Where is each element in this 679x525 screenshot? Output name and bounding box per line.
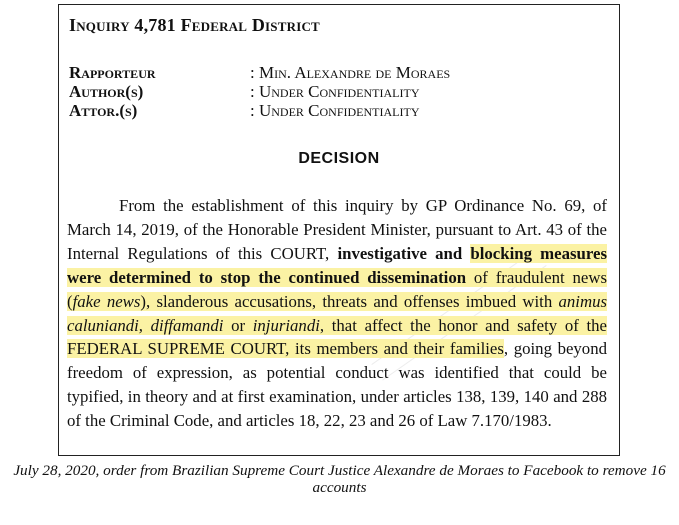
inquiry-title: Inquiry 4,781 Federal District bbox=[69, 15, 320, 35]
highlighted-text: ), slanderous accusations, threats and offenses imbued with bbox=[140, 291, 559, 311]
highlighted-text: , that affect the honor and safety of the FEDERAL SUPREME COURT, its members and their families bbox=[67, 315, 607, 359]
meta-row-rapporteur bbox=[69, 63, 450, 83]
image-caption: July 28, 2020, order from Brazilian Supreme Court Justice Alexandre de Moraes to Facebook to remove 16 accounts bbox=[13, 462, 666, 496]
highlighted-bold-text: blocking measures were determined to stop the continued dissemination bbox=[67, 243, 607, 287]
meta-key: Author(s) bbox=[69, 82, 144, 101]
highlighted-italic-text: injuriandi bbox=[252, 315, 320, 335]
meta-key: Attor.(s) bbox=[69, 101, 138, 120]
meta-key: Rapporteur bbox=[69, 63, 156, 82]
decision-body bbox=[67, 194, 607, 433]
meta-value: : Under Confidentiality bbox=[250, 82, 420, 101]
meta-value: : Min. Alexandre de Moraes bbox=[250, 63, 451, 82]
highlighted-text: of fraudulent news ( bbox=[67, 267, 607, 311]
highlighted-italic-text: animus caluniandi, diffamandi bbox=[67, 291, 607, 335]
decision-heading: DECISION bbox=[298, 150, 380, 167]
meta-row-authors bbox=[69, 82, 419, 102]
document-page bbox=[58, 4, 620, 456]
body-text: , going beyond freedom of expression, as potential conduct was identified that could be typified, in theory and at first examination, under articles 138, 139, 140 and 288 of the Criminal Code, and articles 18, 22, 23 and 26 of Law 7.170/1983. bbox=[67, 339, 607, 431]
highlighted-text: or bbox=[223, 315, 253, 335]
body-text: From the establishment of this inquiry by GP Ordinance No. 69, of March 14, 2019, of the Honorable President Minister, pursuant to Art. 43 of the Internal Regulations of this COURT, bbox=[67, 196, 607, 263]
meta-row-attorneys bbox=[69, 101, 419, 121]
meta-value: : Under Confidentiality bbox=[250, 101, 420, 120]
body-bold-text: investigative and bbox=[337, 243, 471, 263]
highlighted-italic-text: fake news bbox=[72, 291, 141, 311]
